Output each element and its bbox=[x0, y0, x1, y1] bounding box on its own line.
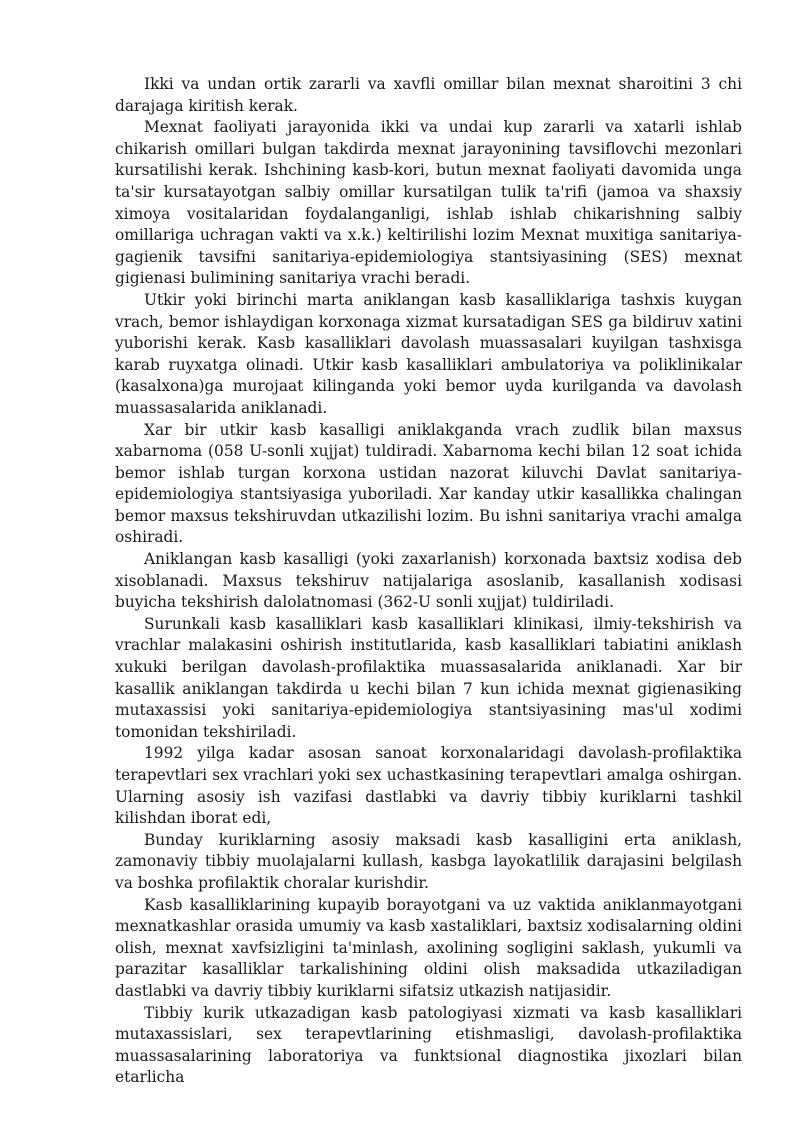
paragraph-6: Surunkali kasb kasalliklari kasb kasalliklari klinikasi, ilmiy-tekshirish va vrachlar malakasini oshirish institutlarida, kasb kasalliklari tabiatini aniklash xukuki berilgan davolash-profilaktika muassasalarida aniklanadi. Xar bir kasallik aniklangan takdirda u kechi bilan 7 kun ichida mexnat gigienasiking mutaxassisi yoki sanitariya-epidemiologiya stantsiyasining mas'ul xodimi tomonidan tekshiriladi. bbox=[115, 614, 742, 741]
paragraph-5: Aniklangan kasb kasalligi (yoki zaxarlanish) korxonada baxtsiz xodisa deb xisoblanadi. Maxsus tekshiruv natijalariga asoslanib, kasallanish xodisasi buyicha tekshirish dalolatnomasi (362-U sonli xujjat) tuldiriladi. bbox=[115, 550, 742, 612]
paragraph-9: Kasb kasalliklarining kupayib borayotgani va uz vaktida aniklanmayotgani mexnatkashlar orasida umumiy va kasb xastaliklari, baxtsiz xodisalarning oldini olish, mexnat xavfsizligini ta'minlash, axolining sogligini saklash, yukumli va parazitar kasalliklar tarkalishining oldini olish maksadida utkaziladigan dastlabki va davriy tibbiy kuriklarni sifatsiz utkazish natijasidir. bbox=[115, 895, 742, 1000]
paragraph-8: Bunday kuriklarning asosiy maksadi kasb kasalligini erta aniklash, zamonaviy tibbiy muolajalarni kullash, kasbga layokatlilik darajasini belgilash va boshka profilaktik choralar kurishdir. bbox=[115, 830, 742, 892]
paragraph-3: Utkir yoki birinchi marta aniklangan kasb kasalliklariga tashxis kuygan vrach, bemor ishlaydigan korxonaga xizmat kursatadigan SES ga bildiruv xatini yuborishi kerak. Kasb kasalliklari davolash muassasalari kuyilgan tashxisga karab ruyxatga olinadi. Utkir kasb kasalliklari ambulatoriya va poliklinikalar (kasalxona)ga murojaat kilinganda yoki bemor uyda kurilganda va davolash muassasalarida aniklanadi. bbox=[115, 290, 742, 417]
document-page bbox=[115, 74, 742, 1089]
paragraph-1: Ikki va undan ortik zararli va xavfli omillar bilan mexnat sharoitini 3 chi darajaga kiritish kerak. bbox=[115, 75, 742, 115]
paragraph-2: Mexnat faoliyati jarayonida ikki va undai kup zararli va xatarli ishlab chikarish omillari bulgan takdirda mexnat jarayonining tavsiflovchi mezonlari kursatilishi kerak. Ishchining kasb-kori, butun mexnat faoliyati davomida unga ta'sir kursatayotgan salbiy omillar kursatilgan tulik ta'rifi (jamoa va shaxsiy ximoya vositalaridan foydalanganligi, ishlab ishlab chikarishning salbiy omillariga uchragan vakti va x.k.) keltirilishi lozim Mexnat muxitiga sanitariya-gagienik tavsifni sanitariya-epidemiologiya stantsiyasining (SES) mexnat gigienasi bulimining sanitariya vrachi beradi. bbox=[115, 118, 742, 288]
paragraph-4: Xar bir utkir kasb kasalligi aniklakganda vrach zudlik bilan maxsus xabarnoma (058 U-sonli xujjat) tuldiradi. Xabarnoma kechi bilan 12 soat ichida bemor ishlab turgan korxona ustidan nazorat kiluvchi Davlat sanitariya-epidemiologiya stantsiyasiga yuboriladi. Xar kanday utkir kasallikka chalingan bemor maxsus tekshiruvdan utkazilishi lozim. Bu ishni sanitariya vrachi amalga oshiradi. bbox=[115, 420, 742, 547]
paragraph-7: 1992 yilga kadar asosan sanoat korxonalaridagi davolash-profilaktika terapevtlari sex vrachlari yoki sex uchastkasining terapevtlari amalga oshirgan. Ularning asosiy ish vazifasi dastlabki va davriy tibbiy kuriklarni tashkil kilishdan iborat edi, bbox=[115, 744, 742, 828]
paragraph-10: Tibbiy kurik utkazadigan kasb patologiyasi xizmati va kasb kasalliklari mutaxassislari, sex terapevtlarining etishmasligi, davolash-profilaktika muassasalarining laboratoriya va funktsional diagnostika jixozlari bilan etarlicha bbox=[115, 1003, 742, 1087]
